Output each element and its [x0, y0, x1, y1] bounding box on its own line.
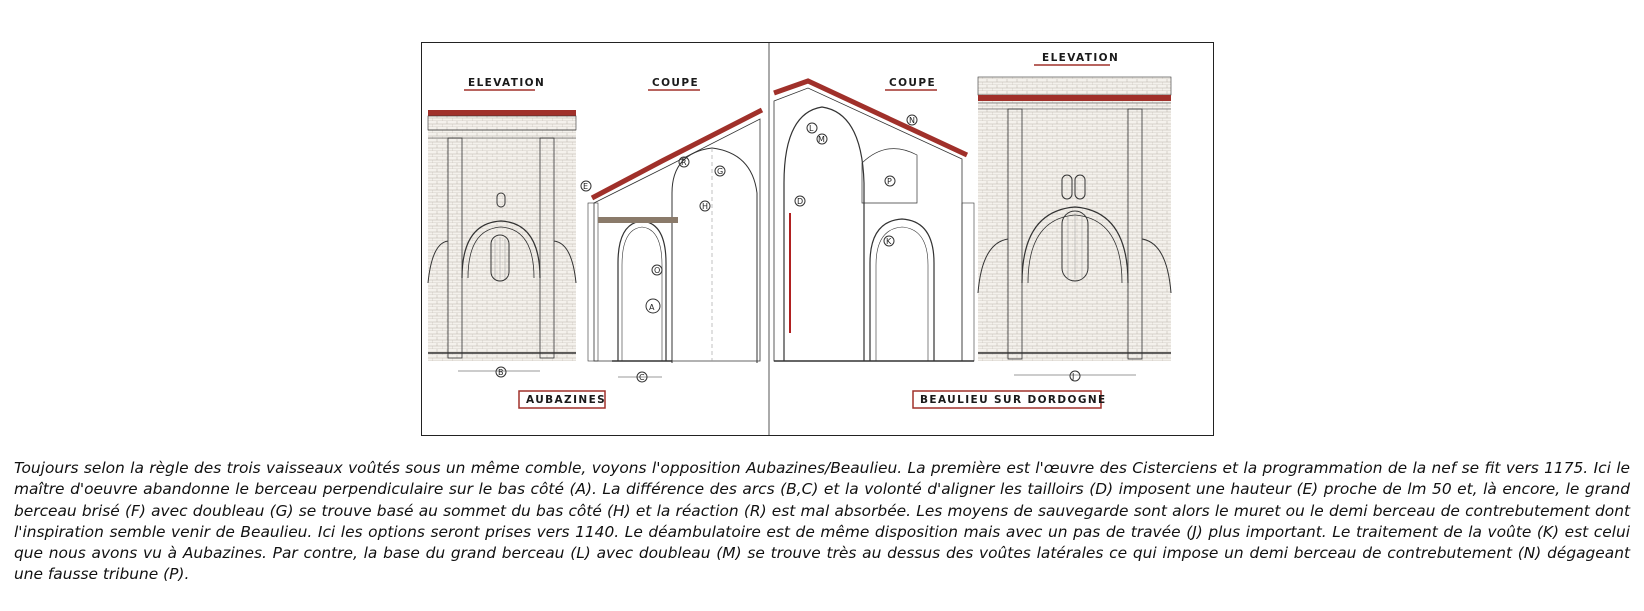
marker-D: D	[797, 197, 804, 206]
marker-K: K	[886, 237, 892, 246]
marker-G: G	[717, 167, 724, 176]
marker-C: C	[639, 373, 645, 382]
marker-B: B	[498, 368, 504, 377]
panel-elevation-beaulieu	[913, 52, 1171, 408]
marker-L: L	[809, 124, 814, 133]
marker-N: N	[909, 116, 915, 125]
label-site-right: BEAULIEU SUR DORDOGNE	[920, 394, 1107, 406]
figure-caption: Toujours selon la règle des trois vaisseaux voûtés sous un même comble, voyons l'opposition Aubazines/Beaulieu. La première est l'œuvre des Cisterciens et la programmation de la nef se fit vers 1175. Ici le maître d'oeuvre abandonne le berceau perpendiculaire sur le bas côté (A). La différence des arcs (B,C) et la volonté d'aligner les tailloirs (D) imposent une hauteur (E) proche de lm 50 et, là encore, le grand berceau brisé (F) avec doubleau (G) se trouve basé au sommet du bas côté (H) et la réaction (R) est mal absorbée. Les moyens de sauvegarde sont alors le muret ou le demi berceau de contrebutement dont l'inspiration semble venir de Beaulieu. Ici les options seront prises vers 1140. Le déambulatoire est de même disposition mais avec un pas de travée (J) plus important. Le traitement de la voûte (K) est celui que nous avons vu à Aubazines. Par contre, la base du grand berceau (L) avec doubleau (M) se trouve très au dessus des voûtes latérales ce qui impose un demi berceau de contrebutement (N) dégageant une fausse tribune (P).	[14, 459, 1630, 584]
marker-H: H	[702, 202, 709, 211]
marker-M: M	[818, 135, 825, 144]
marker-P: P	[887, 177, 892, 186]
panel-coupe-beaulieu	[774, 77, 974, 361]
label-elevation-left: ELEVATION	[468, 77, 546, 89]
label-site-left: AUBAZINES	[526, 394, 607, 406]
marker-O: O	[654, 266, 661, 275]
marker-R: R	[681, 158, 687, 167]
marker-A: A	[649, 303, 655, 312]
label-coupe-right: COUPE	[889, 77, 937, 89]
marker-J: J	[1072, 372, 1075, 381]
label-coupe-left: COUPE	[652, 77, 700, 89]
panel-coupe-aubazines	[581, 77, 762, 382]
elevation-section-drawing	[422, 43, 1214, 436]
label-elevation-right: ELEVATION	[1042, 52, 1120, 64]
panel-elevation-aubazines	[428, 77, 606, 408]
marker-E: E	[583, 182, 589, 191]
architecture-figure	[421, 42, 1214, 436]
